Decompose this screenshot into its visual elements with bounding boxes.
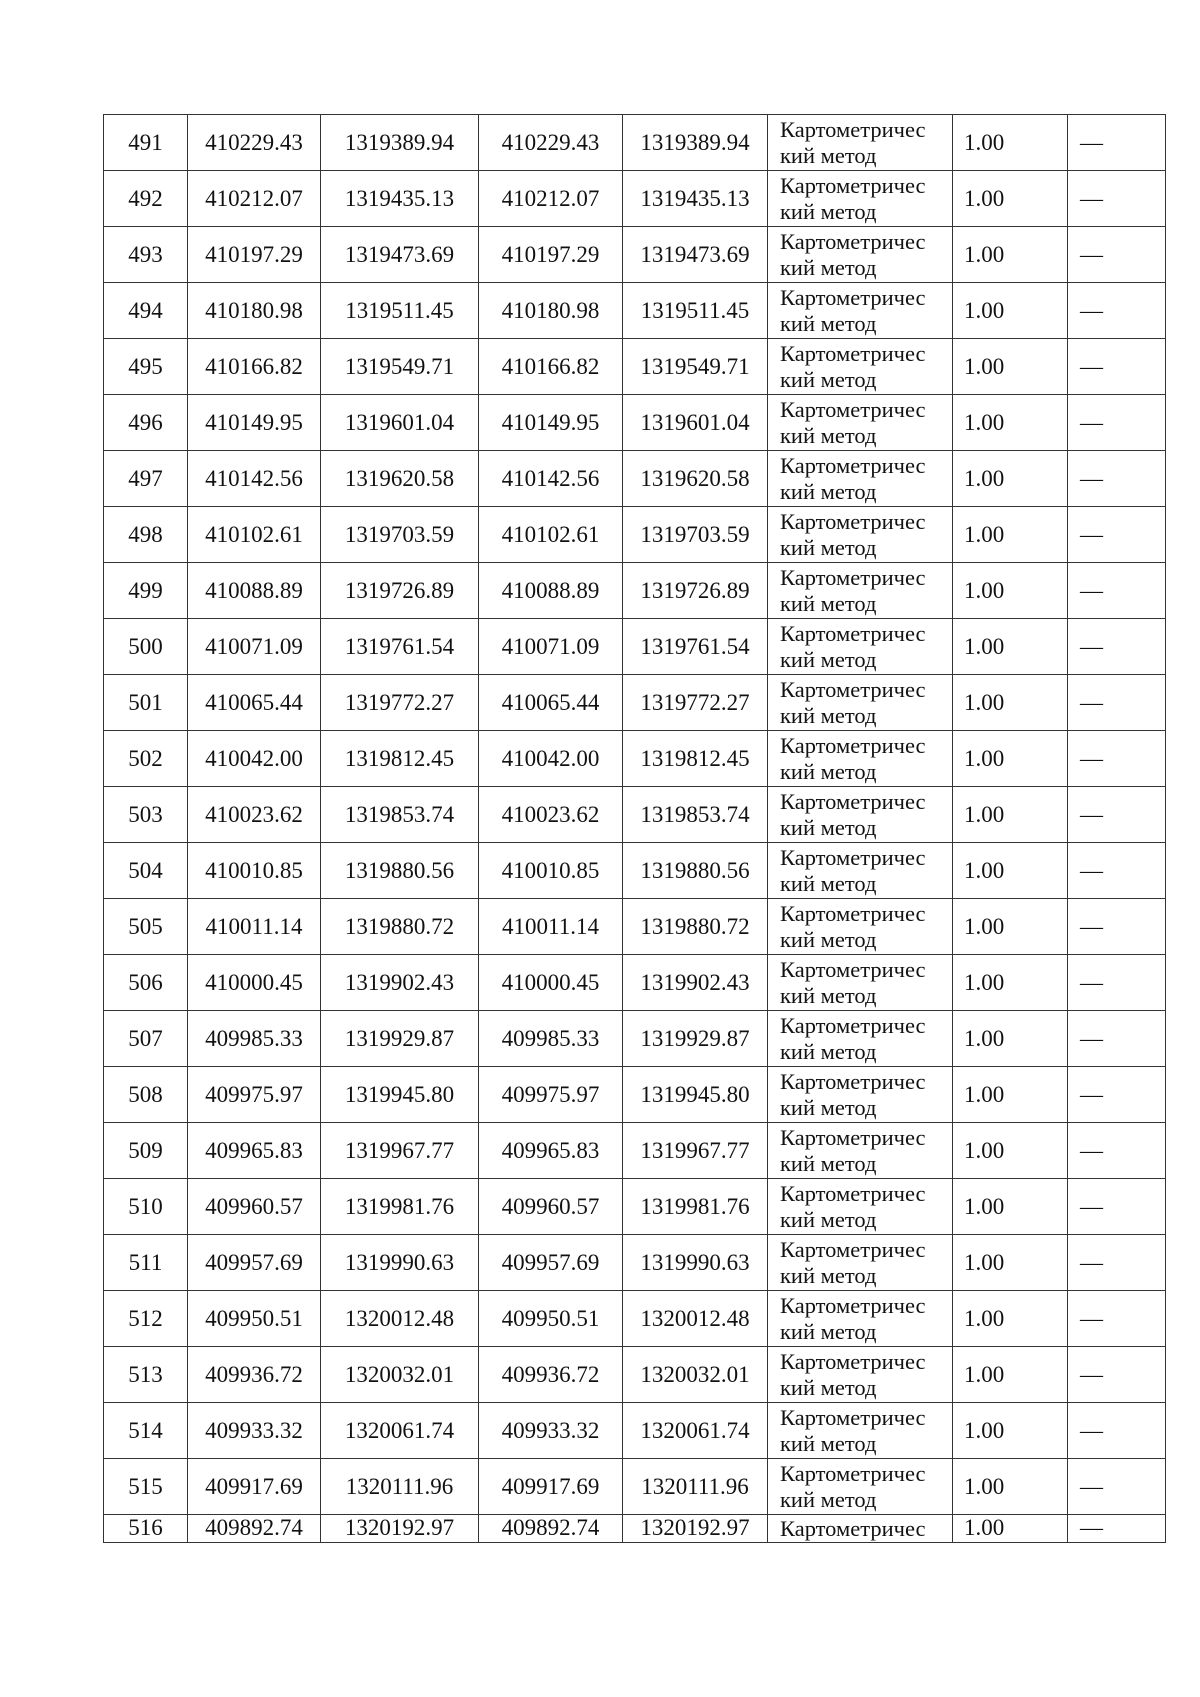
- x-coordinate-cell: 410042.00: [188, 731, 321, 787]
- method-cell: [768, 1291, 953, 1347]
- precision-cell: 1.00: [953, 283, 1068, 339]
- table-row: [104, 787, 1166, 843]
- note-cell: —: [1068, 843, 1166, 899]
- y-coordinate-cell: 1319967.77: [321, 1123, 479, 1179]
- table-row: [104, 731, 1166, 787]
- x-coordinate-cell: 409965.83: [188, 1123, 321, 1179]
- point-number-cell: 498: [104, 507, 188, 563]
- method-text-line: Картометричес: [780, 340, 926, 366]
- x-coordinate-cell: 410010.85: [479, 843, 623, 899]
- note-cell: —: [1068, 1011, 1166, 1067]
- method-text-line: Картометричес: [780, 116, 926, 142]
- precision-cell: 1.00: [953, 955, 1068, 1011]
- note-cell: —: [1068, 619, 1166, 675]
- method-cell: [768, 619, 953, 675]
- x-coordinate-cell: 409950.51: [188, 1291, 321, 1347]
- y-coordinate-cell: 1319761.54: [623, 619, 768, 675]
- method-cell: [768, 1011, 953, 1067]
- method-text-line: Картометричес: [780, 284, 926, 310]
- note-cell: —: [1068, 1067, 1166, 1123]
- precision-cell: 1.00: [953, 507, 1068, 563]
- note-cell: —: [1068, 283, 1166, 339]
- y-coordinate-cell: 1319929.87: [321, 1011, 479, 1067]
- precision-cell: 1.00: [953, 563, 1068, 619]
- method-text-line: Картометричес: [780, 396, 926, 422]
- method-text-line: Картометричес: [780, 1180, 926, 1206]
- precision-cell: 1.00: [953, 227, 1068, 283]
- note-cell: —: [1068, 731, 1166, 787]
- point-number-cell: 513: [104, 1347, 188, 1403]
- precision-cell: 1.00: [953, 843, 1068, 899]
- note-cell: —: [1068, 675, 1166, 731]
- point-number-cell: 492: [104, 171, 188, 227]
- point-number-cell: 509: [104, 1123, 188, 1179]
- y-coordinate-cell: 1319620.58: [321, 451, 479, 507]
- table-row: [104, 1235, 1166, 1291]
- y-coordinate-cell: 1319511.45: [623, 283, 768, 339]
- method-text-line: Картометричес: [780, 564, 926, 590]
- x-coordinate-cell: 410065.44: [188, 675, 321, 731]
- note-cell: —: [1068, 115, 1166, 171]
- table-row: [104, 171, 1166, 227]
- note-cell: —: [1068, 787, 1166, 843]
- y-coordinate-cell: 1319473.69: [321, 227, 479, 283]
- point-number-cell: 497: [104, 451, 188, 507]
- y-coordinate-cell: 1319945.80: [321, 1067, 479, 1123]
- y-coordinate-cell: 1319981.76: [623, 1179, 768, 1235]
- y-coordinate-cell: 1319880.56: [321, 843, 479, 899]
- x-coordinate-cell: 409975.97: [188, 1067, 321, 1123]
- method-text-line: кий метод: [780, 926, 877, 952]
- method-text-line: кий метод: [780, 814, 877, 840]
- method-cell: [768, 283, 953, 339]
- table-row: [104, 1067, 1166, 1123]
- x-coordinate-cell: 409985.33: [188, 1011, 321, 1067]
- y-coordinate-cell: 1319620.58: [623, 451, 768, 507]
- x-coordinate-cell: 410042.00: [479, 731, 623, 787]
- y-coordinate-cell: 1320061.74: [321, 1403, 479, 1459]
- precision-cell: 1.00: [953, 731, 1068, 787]
- method-text-line: кий метод: [780, 1094, 877, 1120]
- note-cell: —: [1068, 1235, 1166, 1291]
- note-cell: —: [1068, 1459, 1166, 1515]
- note-cell: —: [1068, 955, 1166, 1011]
- point-number-cell: 516: [104, 1515, 188, 1543]
- y-coordinate-cell: 1320192.97: [321, 1515, 479, 1543]
- table-row: [104, 339, 1166, 395]
- table-row: [104, 563, 1166, 619]
- x-coordinate-cell: 409957.69: [479, 1235, 623, 1291]
- method-text-line: Картометричес: [780, 956, 926, 982]
- y-coordinate-cell: 1320032.01: [321, 1347, 479, 1403]
- method-text-line: Картометричес: [780, 1236, 926, 1262]
- table-row: [104, 227, 1166, 283]
- method-text-line: Картометричес: [780, 1012, 926, 1038]
- precision-cell: 1.00: [953, 1235, 1068, 1291]
- y-coordinate-cell: 1319772.27: [321, 675, 479, 731]
- note-cell: —: [1068, 1123, 1166, 1179]
- precision-cell: 1.00: [953, 1179, 1068, 1235]
- method-cell: [768, 1067, 953, 1123]
- y-coordinate-cell: 1319435.13: [321, 171, 479, 227]
- x-coordinate-cell: 409892.74: [479, 1515, 623, 1543]
- x-coordinate-cell: 410065.44: [479, 675, 623, 731]
- note-cell: —: [1068, 395, 1166, 451]
- note-cell: —: [1068, 899, 1166, 955]
- x-coordinate-cell: 409933.32: [479, 1403, 623, 1459]
- table-row: [104, 675, 1166, 731]
- y-coordinate-cell: 1319853.74: [623, 787, 768, 843]
- method-text-line: Картометричес: [780, 1404, 926, 1430]
- x-coordinate-cell: 410000.45: [479, 955, 623, 1011]
- method-text-line: Картометричес: [780, 620, 926, 646]
- table-row: [104, 899, 1166, 955]
- x-coordinate-cell: 409936.72: [479, 1347, 623, 1403]
- method-text-line: Картометричес: [780, 1348, 926, 1374]
- method-cell: [768, 675, 953, 731]
- method-cell: [768, 115, 953, 171]
- table-row: [104, 1123, 1166, 1179]
- y-coordinate-cell: 1319473.69: [623, 227, 768, 283]
- y-coordinate-cell: 1319601.04: [321, 395, 479, 451]
- point-number-cell: 495: [104, 339, 188, 395]
- point-number-cell: 504: [104, 843, 188, 899]
- x-coordinate-cell: 410229.43: [479, 115, 623, 171]
- y-coordinate-cell: 1319981.76: [321, 1179, 479, 1235]
- y-coordinate-cell: 1319812.45: [623, 731, 768, 787]
- y-coordinate-cell: 1319703.59: [321, 507, 479, 563]
- table-row: [104, 1515, 1166, 1543]
- point-number-cell: 499: [104, 563, 188, 619]
- x-coordinate-cell: 409965.83: [479, 1123, 623, 1179]
- method-text-line: Картометричес: [780, 900, 926, 926]
- y-coordinate-cell: 1319511.45: [321, 283, 479, 339]
- x-coordinate-cell: 410071.09: [188, 619, 321, 675]
- x-coordinate-cell: 410197.29: [188, 227, 321, 283]
- method-text-line: кий метод: [780, 310, 877, 336]
- y-coordinate-cell: 1319880.56: [623, 843, 768, 899]
- point-number-cell: 514: [104, 1403, 188, 1459]
- table-row: [104, 451, 1166, 507]
- table-row: [104, 955, 1166, 1011]
- x-coordinate-cell: 410023.62: [479, 787, 623, 843]
- x-coordinate-cell: 410000.45: [188, 955, 321, 1011]
- x-coordinate-cell: 409917.69: [188, 1459, 321, 1515]
- point-number-cell: 494: [104, 283, 188, 339]
- precision-cell: 1.00: [953, 1123, 1068, 1179]
- y-coordinate-cell: 1319990.63: [623, 1235, 768, 1291]
- x-coordinate-cell: 410212.07: [479, 171, 623, 227]
- method-text-line: кий метод: [780, 198, 877, 224]
- x-coordinate-cell: 409960.57: [188, 1179, 321, 1235]
- precision-cell: 1.00: [953, 1459, 1068, 1515]
- x-coordinate-cell: 409917.69: [479, 1459, 623, 1515]
- method-text-line: Картометричес: [780, 228, 926, 254]
- method-text-line: кий метод: [780, 1262, 877, 1288]
- point-number-cell: 515: [104, 1459, 188, 1515]
- method-cell: [768, 899, 953, 955]
- note-cell: —: [1068, 1291, 1166, 1347]
- y-coordinate-cell: 1319902.43: [321, 955, 479, 1011]
- x-coordinate-cell: 410142.56: [479, 451, 623, 507]
- method-text-line: кий метод: [780, 1150, 877, 1176]
- method-text-line: Картометричес: [780, 844, 926, 870]
- x-coordinate-cell: 410149.95: [188, 395, 321, 451]
- table-row: [104, 283, 1166, 339]
- x-coordinate-cell: 410023.62: [188, 787, 321, 843]
- method-cell: [768, 1459, 953, 1515]
- method-text-line: кий метод: [780, 1038, 877, 1064]
- method-text-line: кий метод: [780, 702, 877, 728]
- x-coordinate-cell: 410149.95: [479, 395, 623, 451]
- x-coordinate-cell: 410088.89: [479, 563, 623, 619]
- method-text-line: Картометричес: [780, 1068, 926, 1094]
- note-cell: —: [1068, 563, 1166, 619]
- y-coordinate-cell: 1319726.89: [623, 563, 768, 619]
- method-text-line: кий метод: [780, 1486, 877, 1512]
- note-cell: —: [1068, 227, 1166, 283]
- x-coordinate-cell: 410166.82: [479, 339, 623, 395]
- method-cell: [768, 1123, 953, 1179]
- table-row: [104, 1459, 1166, 1515]
- y-coordinate-cell: 1319726.89: [321, 563, 479, 619]
- table-row: [104, 395, 1166, 451]
- method-cell: [768, 1403, 953, 1459]
- note-cell: —: [1068, 1179, 1166, 1235]
- method-text-line: кий метод: [780, 254, 877, 280]
- x-coordinate-cell: 409960.57: [479, 1179, 623, 1235]
- table-row: [104, 1011, 1166, 1067]
- method-text-line: кий метод: [780, 758, 877, 784]
- y-coordinate-cell: 1319967.77: [623, 1123, 768, 1179]
- method-text-line: кий метод: [780, 366, 877, 392]
- x-coordinate-cell: 410071.09: [479, 619, 623, 675]
- method-text-line: кий метод: [780, 646, 877, 672]
- y-coordinate-cell: 1319929.87: [623, 1011, 768, 1067]
- method-text-line: Картометричес: [780, 1292, 926, 1318]
- x-coordinate-cell: 409950.51: [479, 1291, 623, 1347]
- table-row: [104, 1179, 1166, 1235]
- table-row: [104, 843, 1166, 899]
- y-coordinate-cell: 1320012.48: [321, 1291, 479, 1347]
- precision-cell: 1.00: [953, 675, 1068, 731]
- point-number-cell: 503: [104, 787, 188, 843]
- table-row: [104, 1347, 1166, 1403]
- y-coordinate-cell: 1320012.48: [623, 1291, 768, 1347]
- method-cell: [768, 787, 953, 843]
- y-coordinate-cell: 1319902.43: [623, 955, 768, 1011]
- point-number-cell: 506: [104, 955, 188, 1011]
- x-coordinate-cell: 410142.56: [188, 451, 321, 507]
- point-number-cell: 491: [104, 115, 188, 171]
- y-coordinate-cell: 1319549.71: [321, 339, 479, 395]
- y-coordinate-cell: 1319812.45: [321, 731, 479, 787]
- method-cell: [768, 563, 953, 619]
- method-text-line: Картометричес: [780, 452, 926, 478]
- y-coordinate-cell: 1319389.94: [321, 115, 479, 171]
- method-text-line: Картометричес: [780, 1516, 926, 1541]
- y-coordinate-cell: 1319880.72: [321, 899, 479, 955]
- x-coordinate-cell: 410212.07: [188, 171, 321, 227]
- x-coordinate-cell: 409933.32: [188, 1403, 321, 1459]
- method-text-line: кий метод: [780, 1318, 877, 1344]
- note-cell: —: [1068, 339, 1166, 395]
- method-text-line: Картометричес: [780, 1460, 926, 1486]
- precision-cell: 1.00: [953, 115, 1068, 171]
- note-cell: —: [1068, 1515, 1166, 1543]
- y-coordinate-cell: 1319435.13: [623, 171, 768, 227]
- precision-cell: 1.00: [953, 1011, 1068, 1067]
- method-text-line: Картометричес: [780, 732, 926, 758]
- x-coordinate-cell: 410180.98: [188, 283, 321, 339]
- precision-cell: 1.00: [953, 1403, 1068, 1459]
- y-coordinate-cell: 1320061.74: [623, 1403, 768, 1459]
- x-coordinate-cell: 409985.33: [479, 1011, 623, 1067]
- method-text-line: кий метод: [780, 1206, 877, 1232]
- precision-cell: 1.00: [953, 1291, 1068, 1347]
- table-row: [104, 115, 1166, 171]
- x-coordinate-cell: 410229.43: [188, 115, 321, 171]
- precision-cell: 1.00: [953, 899, 1068, 955]
- x-coordinate-cell: 410197.29: [479, 227, 623, 283]
- method-cell: [768, 1515, 953, 1543]
- precision-cell: 1.00: [953, 1347, 1068, 1403]
- point-number-cell: 496: [104, 395, 188, 451]
- point-number-cell: 510: [104, 1179, 188, 1235]
- precision-cell: 1.00: [953, 1515, 1068, 1543]
- precision-cell: 1.00: [953, 787, 1068, 843]
- x-coordinate-cell: 409975.97: [479, 1067, 623, 1123]
- y-coordinate-cell: 1320111.96: [623, 1459, 768, 1515]
- precision-cell: 1.00: [953, 619, 1068, 675]
- x-coordinate-cell: 410011.14: [479, 899, 623, 955]
- method-text-line: кий метод: [780, 478, 877, 504]
- method-text-line: кий метод: [780, 534, 877, 560]
- note-cell: —: [1068, 1403, 1166, 1459]
- note-cell: —: [1068, 171, 1166, 227]
- precision-cell: 1.00: [953, 339, 1068, 395]
- x-coordinate-cell: 410166.82: [188, 339, 321, 395]
- table-row: [104, 619, 1166, 675]
- table-row: [104, 1291, 1166, 1347]
- method-cell: [768, 171, 953, 227]
- x-coordinate-cell: 410102.61: [188, 507, 321, 563]
- point-number-cell: 493: [104, 227, 188, 283]
- method-cell: [768, 451, 953, 507]
- table-row: [104, 1403, 1166, 1459]
- method-cell: [768, 1179, 953, 1235]
- point-number-cell: 511: [104, 1235, 188, 1291]
- y-coordinate-cell: 1319703.59: [623, 507, 768, 563]
- table-row: [104, 507, 1166, 563]
- method-text-line: Картометричес: [780, 788, 926, 814]
- method-cell: [768, 395, 953, 451]
- precision-cell: 1.00: [953, 451, 1068, 507]
- point-number-cell: 507: [104, 1011, 188, 1067]
- y-coordinate-cell: 1319990.63: [321, 1235, 479, 1291]
- method-text-line: кий метод: [780, 870, 877, 896]
- method-text-line: Картометричес: [780, 172, 926, 198]
- coordinates-table: [103, 114, 1166, 1543]
- precision-cell: 1.00: [953, 171, 1068, 227]
- note-cell: —: [1068, 507, 1166, 563]
- x-coordinate-cell: 409892.74: [188, 1515, 321, 1543]
- point-number-cell: 500: [104, 619, 188, 675]
- y-coordinate-cell: 1319945.80: [623, 1067, 768, 1123]
- point-number-cell: 512: [104, 1291, 188, 1347]
- method-text-line: Картометричес: [780, 676, 926, 702]
- method-text-line: кий метод: [780, 1430, 877, 1456]
- point-number-cell: 502: [104, 731, 188, 787]
- y-coordinate-cell: 1320192.97: [623, 1515, 768, 1543]
- y-coordinate-cell: 1319549.71: [623, 339, 768, 395]
- method-cell: [768, 339, 953, 395]
- method-cell: [768, 507, 953, 563]
- method-cell: [768, 227, 953, 283]
- method-cell: [768, 731, 953, 787]
- method-text-line: кий метод: [780, 142, 877, 168]
- method-text-line: кий метод: [780, 1374, 877, 1400]
- y-coordinate-cell: 1319601.04: [623, 395, 768, 451]
- y-coordinate-cell: 1320111.96: [321, 1459, 479, 1515]
- note-cell: —: [1068, 1347, 1166, 1403]
- x-coordinate-cell: 409936.72: [188, 1347, 321, 1403]
- method-cell: [768, 1235, 953, 1291]
- y-coordinate-cell: 1319880.72: [623, 899, 768, 955]
- y-coordinate-cell: 1319853.74: [321, 787, 479, 843]
- y-coordinate-cell: 1319389.94: [623, 115, 768, 171]
- method-cell: [768, 955, 953, 1011]
- table-body: [104, 115, 1166, 1543]
- precision-cell: 1.00: [953, 395, 1068, 451]
- method-text-line: кий метод: [780, 422, 877, 448]
- point-number-cell: 505: [104, 899, 188, 955]
- y-coordinate-cell: 1320032.01: [623, 1347, 768, 1403]
- method-text-line: Картометричес: [780, 1124, 926, 1150]
- y-coordinate-cell: 1319772.27: [623, 675, 768, 731]
- x-coordinate-cell: 410011.14: [188, 899, 321, 955]
- point-number-cell: 501: [104, 675, 188, 731]
- method-text-line: кий метод: [780, 590, 877, 616]
- point-number-cell: 508: [104, 1067, 188, 1123]
- x-coordinate-cell: 409957.69: [188, 1235, 321, 1291]
- x-coordinate-cell: 410088.89: [188, 563, 321, 619]
- x-coordinate-cell: 410180.98: [479, 283, 623, 339]
- note-cell: —: [1068, 451, 1166, 507]
- x-coordinate-cell: 410102.61: [479, 507, 623, 563]
- precision-cell: 1.00: [953, 1067, 1068, 1123]
- x-coordinate-cell: 410010.85: [188, 843, 321, 899]
- method-cell: [768, 843, 953, 899]
- method-text-line: кий метод: [780, 982, 877, 1008]
- method-text-line: Картометричес: [780, 508, 926, 534]
- method-cell: [768, 1347, 953, 1403]
- y-coordinate-cell: 1319761.54: [321, 619, 479, 675]
